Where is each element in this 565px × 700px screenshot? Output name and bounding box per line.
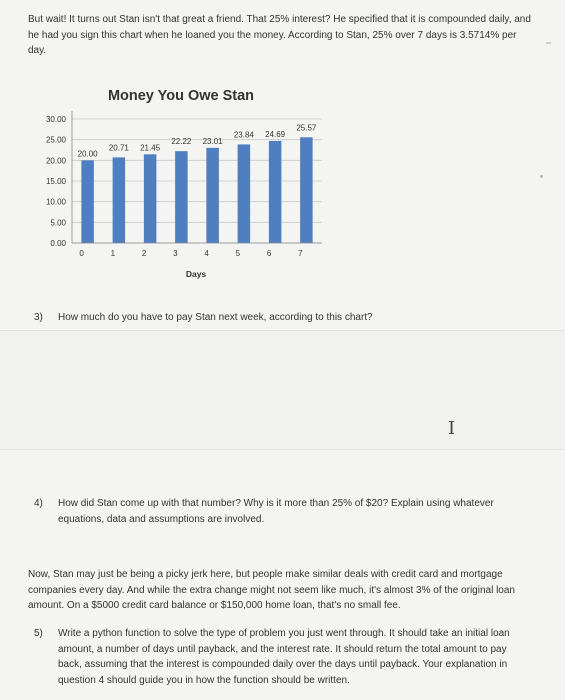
y-tick-label: 15.00 bbox=[45, 177, 66, 186]
text-cursor-icon: I bbox=[448, 418, 456, 439]
bar bbox=[81, 160, 94, 243]
y-tick-label: 30.00 bbox=[45, 115, 66, 124]
data-label: 23.84 bbox=[233, 130, 254, 140]
question-4-text: How did Stan come up with that number? Why is it more than 25% of $20? Explain using whatever equations, data and assumptions are involved. bbox=[58, 498, 494, 525]
question-5-number: 5) bbox=[34, 628, 43, 639]
x-tick-label: 7 bbox=[298, 249, 303, 258]
bar bbox=[300, 137, 313, 243]
chart-bars bbox=[81, 137, 312, 243]
chart-x-ticks bbox=[79, 249, 303, 258]
x-tick-label: 1 bbox=[110, 249, 116, 258]
bar bbox=[238, 144, 251, 243]
x-tick-label: 0 bbox=[79, 249, 84, 258]
y-tick-label: 25.00 bbox=[45, 135, 66, 145]
stray-mark bbox=[546, 42, 551, 44]
intro-paragraph: But wait! It turns out Stan isn't that great a friend. That 25% interest? He specified that it is compounded daily, and he had you sign this chart when he loaned you the money. According to Stan, 25% over 7 days is 3.5714% per day. bbox=[28, 14, 531, 56]
bar bbox=[269, 141, 282, 243]
y-tick-label: 10.00 bbox=[45, 197, 66, 207]
x-tick-label: 3 bbox=[173, 249, 178, 258]
money-owed-chart bbox=[26, 84, 336, 294]
bar bbox=[113, 157, 126, 243]
paragraph-2: Now, Stan may just be being a picky jerk here, but people make similar deals with credit card and mortgage companies every day. And while the extra change might not seem like much, it's almost 3% of the original loan amount. On a $5000 credit card balance or $150,000 home loan, that's no small fee. bbox=[28, 569, 515, 611]
x-tick-label: 4 bbox=[204, 249, 209, 258]
chart-x-label: Days bbox=[185, 269, 207, 279]
data-label: 22.22 bbox=[171, 137, 192, 147]
y-tick-label: 0.00 bbox=[50, 239, 66, 248]
data-label: 23.01 bbox=[202, 136, 223, 146]
question-4-number: 4) bbox=[34, 498, 43, 509]
data-label: 20.71 bbox=[108, 143, 129, 153]
y-tick-label: 20.00 bbox=[45, 156, 66, 166]
question-3-number: 3) bbox=[34, 312, 43, 323]
data-label: 24.69 bbox=[265, 129, 286, 139]
y-tick-label: 5.00 bbox=[50, 218, 66, 228]
stray-mark bbox=[540, 175, 543, 178]
bar bbox=[206, 148, 219, 243]
data-label: 25.57 bbox=[296, 123, 317, 133]
bar bbox=[144, 154, 157, 243]
bar bbox=[175, 151, 188, 243]
question-5-text: Write a python function to solve the type of problem you just went through. It should take an initial loan amount, a number of days until payback, and the interest rate. It should return the total amount to pay back, assuming that the interest is compounded daily over the days until payback. Your explanation in question 4 should guide you in how the function should be written. bbox=[58, 628, 510, 686]
answer-area[interactable] bbox=[0, 330, 565, 450]
chart-svg bbox=[26, 84, 336, 294]
x-tick-label: 6 bbox=[266, 249, 272, 258]
x-tick-label: 2 bbox=[141, 249, 147, 258]
question-3-text: How much do you have to pay Stan next week, according to this chart? bbox=[58, 312, 373, 323]
data-label: 20.00 bbox=[77, 149, 98, 159]
chart-title: Money You Owe Stan bbox=[107, 88, 255, 104]
x-tick-label: 5 bbox=[235, 249, 241, 258]
data-label: 21.45 bbox=[140, 143, 161, 153]
chart-y-ticks bbox=[46, 115, 67, 248]
